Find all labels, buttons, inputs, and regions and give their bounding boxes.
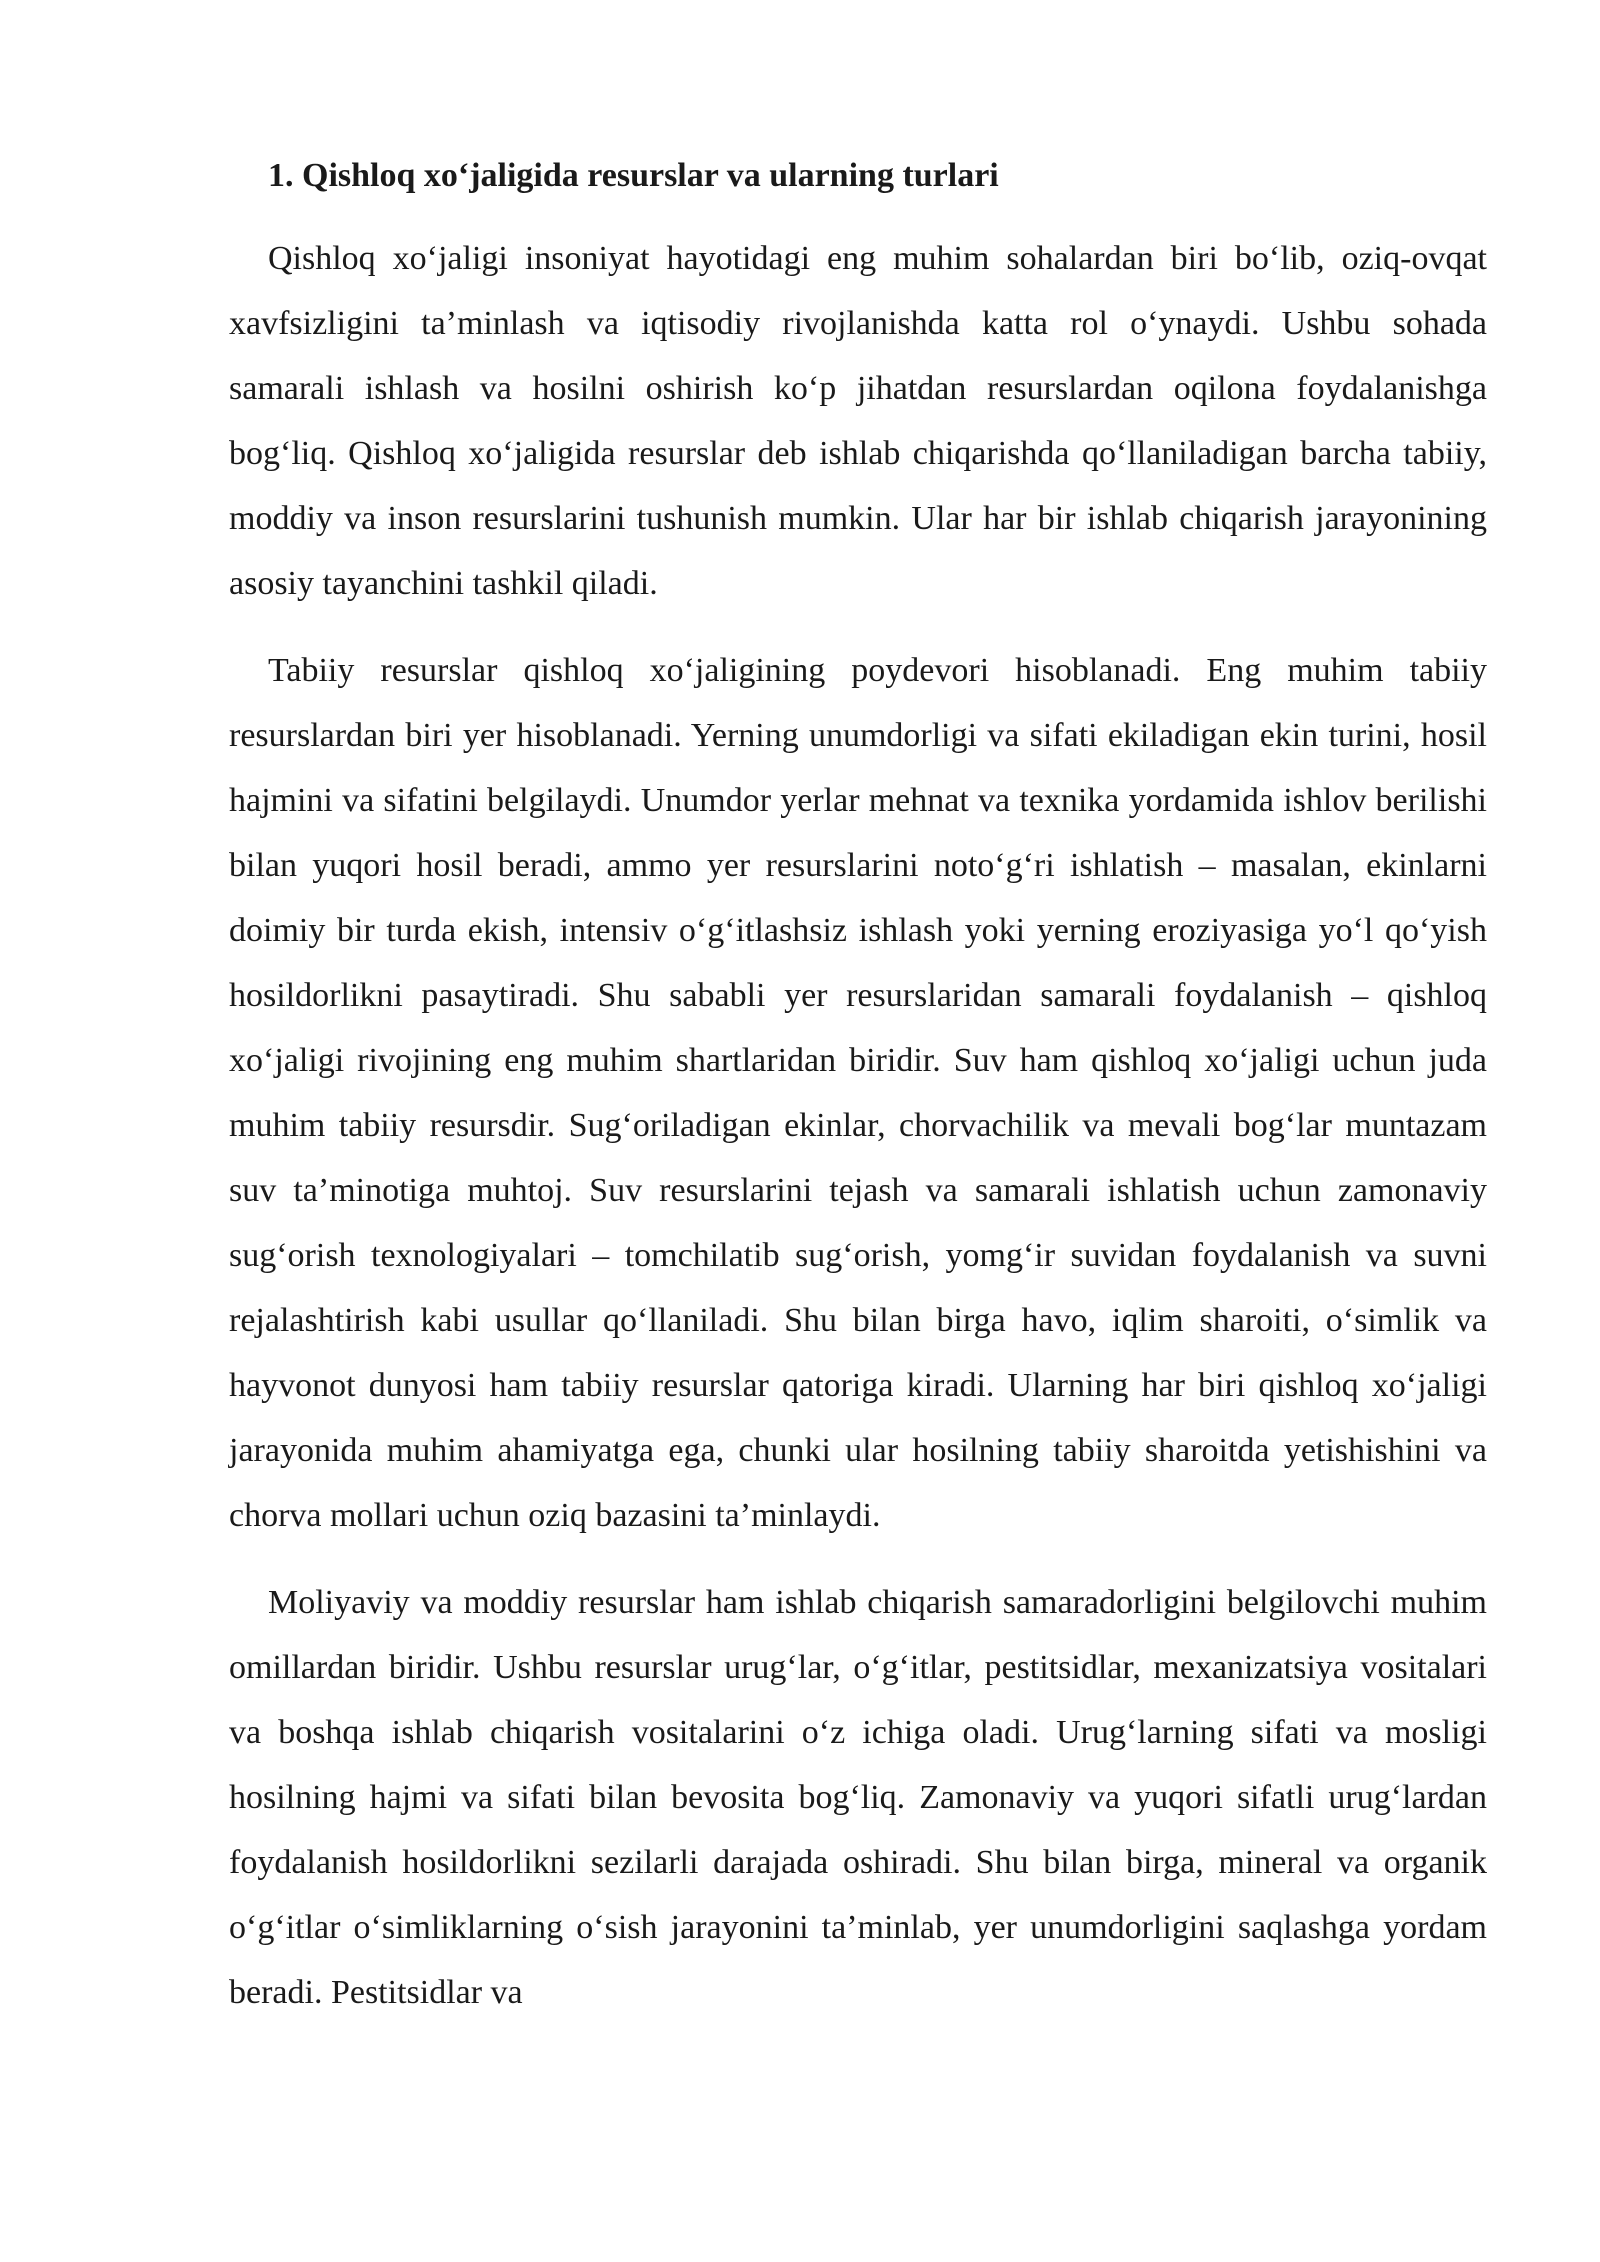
paragraph-introduction: Qishloq xo‘jaligi insoniyat hayotidagi eng muhim sohalardan biri bo‘lib, oziq-ovqat xavfsizligini ta’minlash va iqtisodiy rivojlanishda katta rol o‘ynaydi. Ushbu sohada samarali ishlash va hosilni oshirish ko‘p jihatdan resurslardan oqilona foydalanishga bog‘liq. Qishloq xo‘jaligida resurslar deb ishlab chiqarishda qo‘llaniladigan barcha tabiiy, moddiy va inson resurslarini tushunish mumkin. Ular har bir ishlab chiqarish jarayonining asosiy tayanchini tashkil qiladi. xyxy=(229,240,1487,602)
section-heading: 1. Qishloq xo‘jaligida resurslar va ularning turlari xyxy=(268,157,999,194)
document-body xyxy=(229,148,1487,2047)
paragraph-natural-resources: Tabiiy resurslar qishloq xo‘jaligining poydevori hisoblanadi. Eng muhim tabiiy resurslardan biri yer hisoblanadi. Yerning unumdorligi va sifati ekiladigan ekin turini, hosil hajmini va sifatini belgilaydi. Unumdor yerlar mehnat va texnika yordamida ishlov berilishi bilan yuqori hosil beradi, ammo yer resurslarini noto‘g‘ri ishlatish – masalan, ekinlarni doimiy bir turda ekish, intensiv o‘g‘itlashsiz ishlash yoki yerning eroziyasiga yo‘l qo‘yish hosildorlikni pasaytiradi. Shu sababli yer resurslaridan samarali foydalanish – qishloq xo‘jaligi rivojining eng muhim shartlaridan biridir. Suv ham qishloq xo‘jaligi uchun juda muhim tabiiy resursdir. Sug‘oriladigan ekinlar, chorvachilik va mevali bog‘lar muntazam suv ta’minotiga muhtoj. Suv resurslarini tejash va samarali ishlatish uchun zamonaviy sug‘orish texnologiyalari – tomchilatib sug‘orish, yomg‘ir suvidan foydalanish va suvni rejalashtirish kabi usullar qo‘llaniladi. Shu bilan birga havo, iqlim sharoiti, o‘simlik va hayvonot dunyosi ham tabiiy resurslar qatoriga kiradi. Ularning har biri qishloq xo‘jaligi jarayonida muhim ahamiyatga ega, chunki ular hosilning tabiiy sharoitda yetishishini va chorva mollari uchun oziq bazasini ta’minlaydi. xyxy=(229,652,1487,1534)
paragraph-material-resources: Moliyaviy va moddiy resurslar ham ishlab chiqarish samaradorligini belgilovchi muhim omillardan biridir. Ushbu resurslar urug‘lar, o‘g‘itlar, pestitsidlar, mexanizatsiya vositalari va boshqa ishlab chiqarish vositalarini o‘z ichiga oladi. Urug‘larning sifati va mosligi hosilning hajmi va sifati bilan bevosita bog‘liq. Zamonaviy va yuqori sifatli urug‘lardan foydalanish hosildorlikni sezilarli darajada oshiradi. Shu bilan birga, mineral va organik o‘g‘itlar o‘simliklarning o‘sish jarayonini ta’minlab, yer unumdorligini saqlashga yordam beradi. Pestitsidlar va xyxy=(229,1584,1487,2011)
